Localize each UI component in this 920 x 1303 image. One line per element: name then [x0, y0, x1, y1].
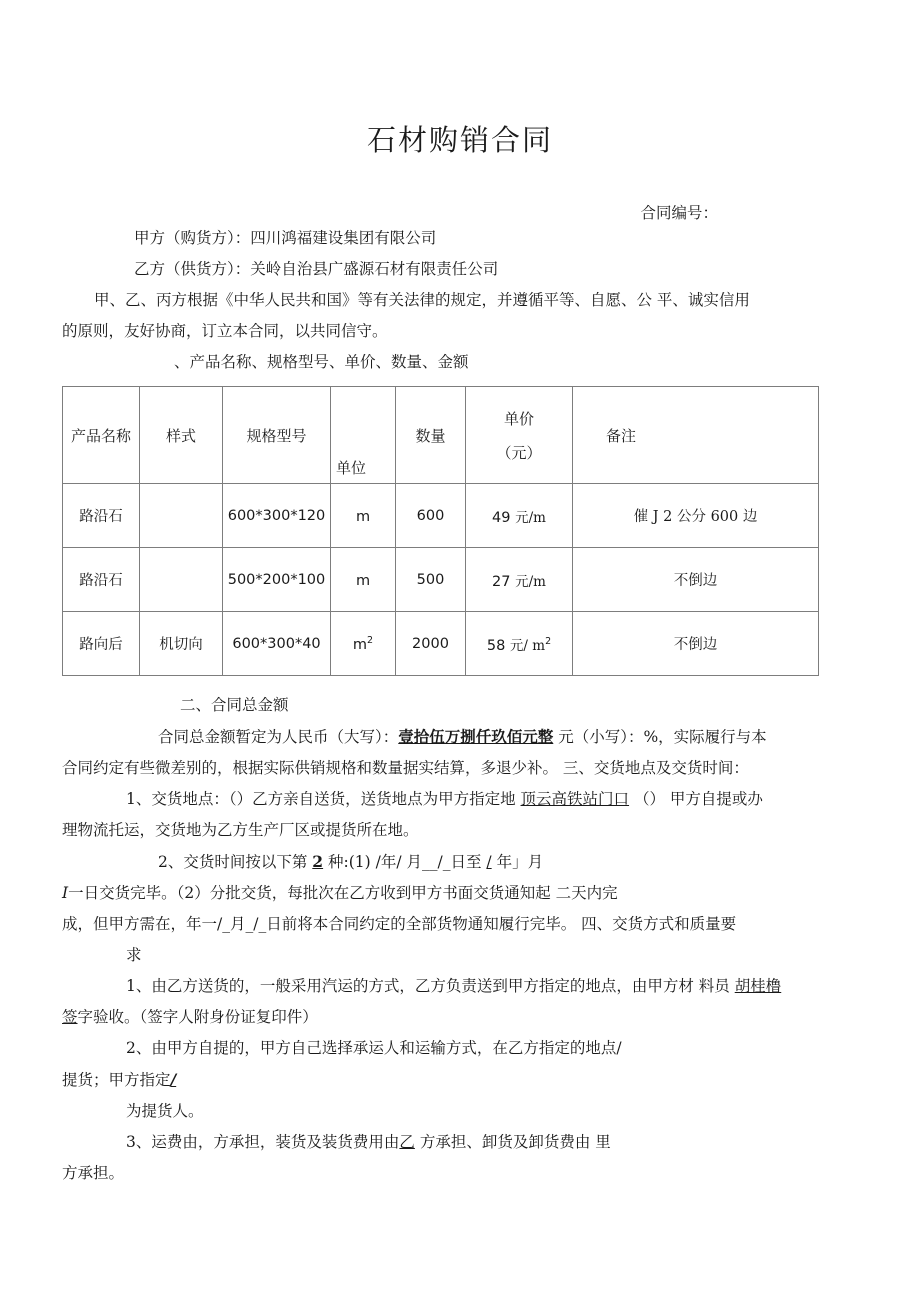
freight-prefix: 3、运费由，方承担，装货及装货费用由 — [126, 1133, 400, 1151]
unit-text: m — [355, 508, 371, 525]
cell-product-price — [466, 548, 573, 612]
header-label-name: 产品名称 — [70, 426, 131, 445]
delivery-method-item-1-line2 — [62, 1002, 858, 1033]
cell-product-style: 机切向 — [140, 612, 223, 676]
party-b-line: 乙方（供货方）：关岭自治县广盛源石材有限责任公司 — [134, 260, 499, 278]
header-label-style: 样式 — [165, 426, 196, 445]
amount-in-words: 壹拾伍万捌仟玖佰元整 — [398, 727, 554, 746]
delivery-place-suffix: （） 甲方自提或办 — [629, 790, 763, 808]
freight-party: 乙 — [399, 1133, 415, 1151]
cell-product-name: 路向后 — [63, 612, 140, 676]
table-row — [63, 484, 819, 548]
header-cell-unit — [331, 387, 396, 484]
price-unit: 元/m — [515, 573, 546, 590]
cell-product-style — [140, 484, 223, 548]
delivery-time-suffix: 年」月 — [491, 853, 544, 871]
section-two-heading: 二、合同总金额 — [180, 696, 289, 714]
table-header-row — [63, 387, 819, 484]
delivery-time-blank: / — [486, 853, 492, 871]
section-one-caption: 、产品名称、规格型号、单价、数量、金额 — [174, 353, 469, 371]
party-a-line: 甲方（购货方）：四川鸿福建设集团有限公司 — [134, 229, 437, 247]
delivery-place-item — [62, 784, 858, 815]
cell-product-qty: 600 — [396, 484, 466, 548]
table-row — [63, 548, 819, 612]
delivery-time-choice: 2 — [312, 852, 324, 871]
pickup-prefix: 提货；甲方指定 — [62, 1071, 171, 1089]
header-label-price-unit: （元） — [496, 443, 542, 462]
cell-product-style — [140, 548, 223, 612]
unit-text: m — [355, 572, 371, 589]
header-label-unit: 单位 — [336, 459, 367, 477]
cell-product-unit — [331, 548, 396, 612]
pickup-blank: / — [170, 1070, 177, 1089]
header-label-price-group — [469, 392, 569, 478]
header-cell-style — [140, 387, 223, 484]
delivery-time-item — [62, 846, 858, 878]
delivery-time-item-line2 — [62, 878, 858, 909]
header-label-note: 备注 — [606, 426, 637, 445]
delivery-time-item-line4: 求 — [126, 946, 142, 964]
cell-product-spec: 600*300*40 — [223, 612, 331, 676]
product-table — [62, 386, 819, 676]
cell-product-spec: 600*300*120 — [223, 484, 331, 548]
delivery-method-item-2: 2、由甲方自提的，甲方自己选择承运人和运输方式，在乙方指定的地点/ — [126, 1039, 622, 1057]
cell-product-name: 路沿石 — [63, 548, 140, 612]
delivery-method-item-2-line2 — [62, 1064, 858, 1096]
price-unit: 元/ m — [509, 637, 546, 654]
amount-prefix: 合同总金额暂定为人民币（大写）： — [158, 728, 399, 746]
freight-item-3-line2: 方承担。 — [62, 1164, 125, 1182]
price-number: 58 — [486, 637, 506, 654]
delivery-place-prefix: 1、交货地点：（）乙方亲自送货，送货地点为甲方指定地 — [126, 790, 521, 808]
header-cell-qty — [396, 387, 466, 484]
cell-product-note: 催 J 2 公分 600 边 — [573, 484, 819, 548]
header-cell-spec — [223, 387, 331, 484]
cell-product-qty: 2000 — [396, 612, 466, 676]
unit-text: m — [352, 636, 368, 653]
cell-product-price — [466, 612, 573, 676]
table-row — [63, 612, 819, 676]
price-unit: 元/m — [515, 509, 546, 526]
delivery-time-mid: 种:(1) /年/ 月__/_日至 — [323, 853, 487, 871]
unit-superscript: 2 — [367, 634, 374, 646]
header-cell-price — [466, 387, 573, 484]
header-label-spec: 规格型号 — [246, 426, 307, 445]
cell-product-unit — [331, 484, 396, 548]
header-label-qty: 数量 — [415, 426, 446, 445]
sign-rest: 字验收。（签字人附身份证复印件） — [77, 1008, 318, 1026]
cell-product-spec: 500*200*100 — [223, 548, 331, 612]
delivery-time-item-line3: 成，但甲方需在，年一/_月_/_日前将本合同约定的全部货物通知履行完毕。 四、交货方式和质量要 — [62, 915, 737, 933]
delivery-place-value: 顶云高铁站门口 — [520, 790, 630, 808]
section-two-settlement-line: 合同约定有些微差别的，根据实际供销规格和数量据实结算，多退少补。 三、交货地点及交货时间： — [62, 759, 749, 777]
preamble-line-2: 的原则，友好协商，订立本合同，以共同信守。 — [62, 322, 388, 340]
amount-suffix: 元（小写）：%，实际履行与本 — [553, 728, 767, 746]
cell-product-note: 不倒边 — [573, 612, 819, 676]
header-cell-name — [63, 387, 140, 484]
price-number: 49 — [492, 509, 511, 526]
header-label-price: 单价 — [503, 409, 534, 428]
section-two-amount-line — [62, 721, 858, 753]
sign-char: 签 — [62, 1008, 78, 1026]
receiver-name: 胡桂橹 — [734, 977, 782, 995]
cell-product-unit — [331, 612, 396, 676]
delivery-time-line2-text: 一日交货完毕。（2）分批交货，每批次在乙方收到甲方书面交货通知起 二天内完 — [68, 884, 618, 902]
cell-product-note: 不倒边 — [573, 548, 819, 612]
freight-suffix: 方承担、卸货及卸货费由 里 — [414, 1133, 611, 1151]
cell-product-qty: 500 — [396, 548, 466, 612]
header-cell-note — [573, 387, 819, 484]
price-number: 27 — [492, 573, 511, 590]
page-title: 石材购销合同 — [366, 123, 553, 157]
delivery-time-prefix: 2、交货时间按以下第 — [158, 853, 313, 871]
contract-number-label: 合同编号： — [640, 204, 718, 222]
delivery-place-item-line2: 理物流托运，交货地为乙方生产厂区或提货所在地。 — [62, 821, 419, 839]
cell-product-price — [466, 484, 573, 548]
delivery-method-prefix: 1、由乙方送货的，一般采用汽运的方式，乙方负责送到甲方指定的地点，由甲方材 料员 — [126, 977, 735, 995]
preamble-line-1: 甲、乙、丙方根据《中华人民共和国》等有关法律的规定，并遵循平等、自愿、公 平、诚实信用 — [94, 291, 750, 309]
cell-product-name: 路沿石 — [63, 484, 140, 548]
delivery-method-item-1 — [62, 971, 858, 1002]
delivery-time-marker: I — [62, 884, 69, 902]
price-unit-superscript: 2 — [545, 635, 552, 647]
freight-item-3 — [62, 1127, 858, 1158]
delivery-method-item-2-line3: 为提货人。 — [126, 1102, 204, 1120]
